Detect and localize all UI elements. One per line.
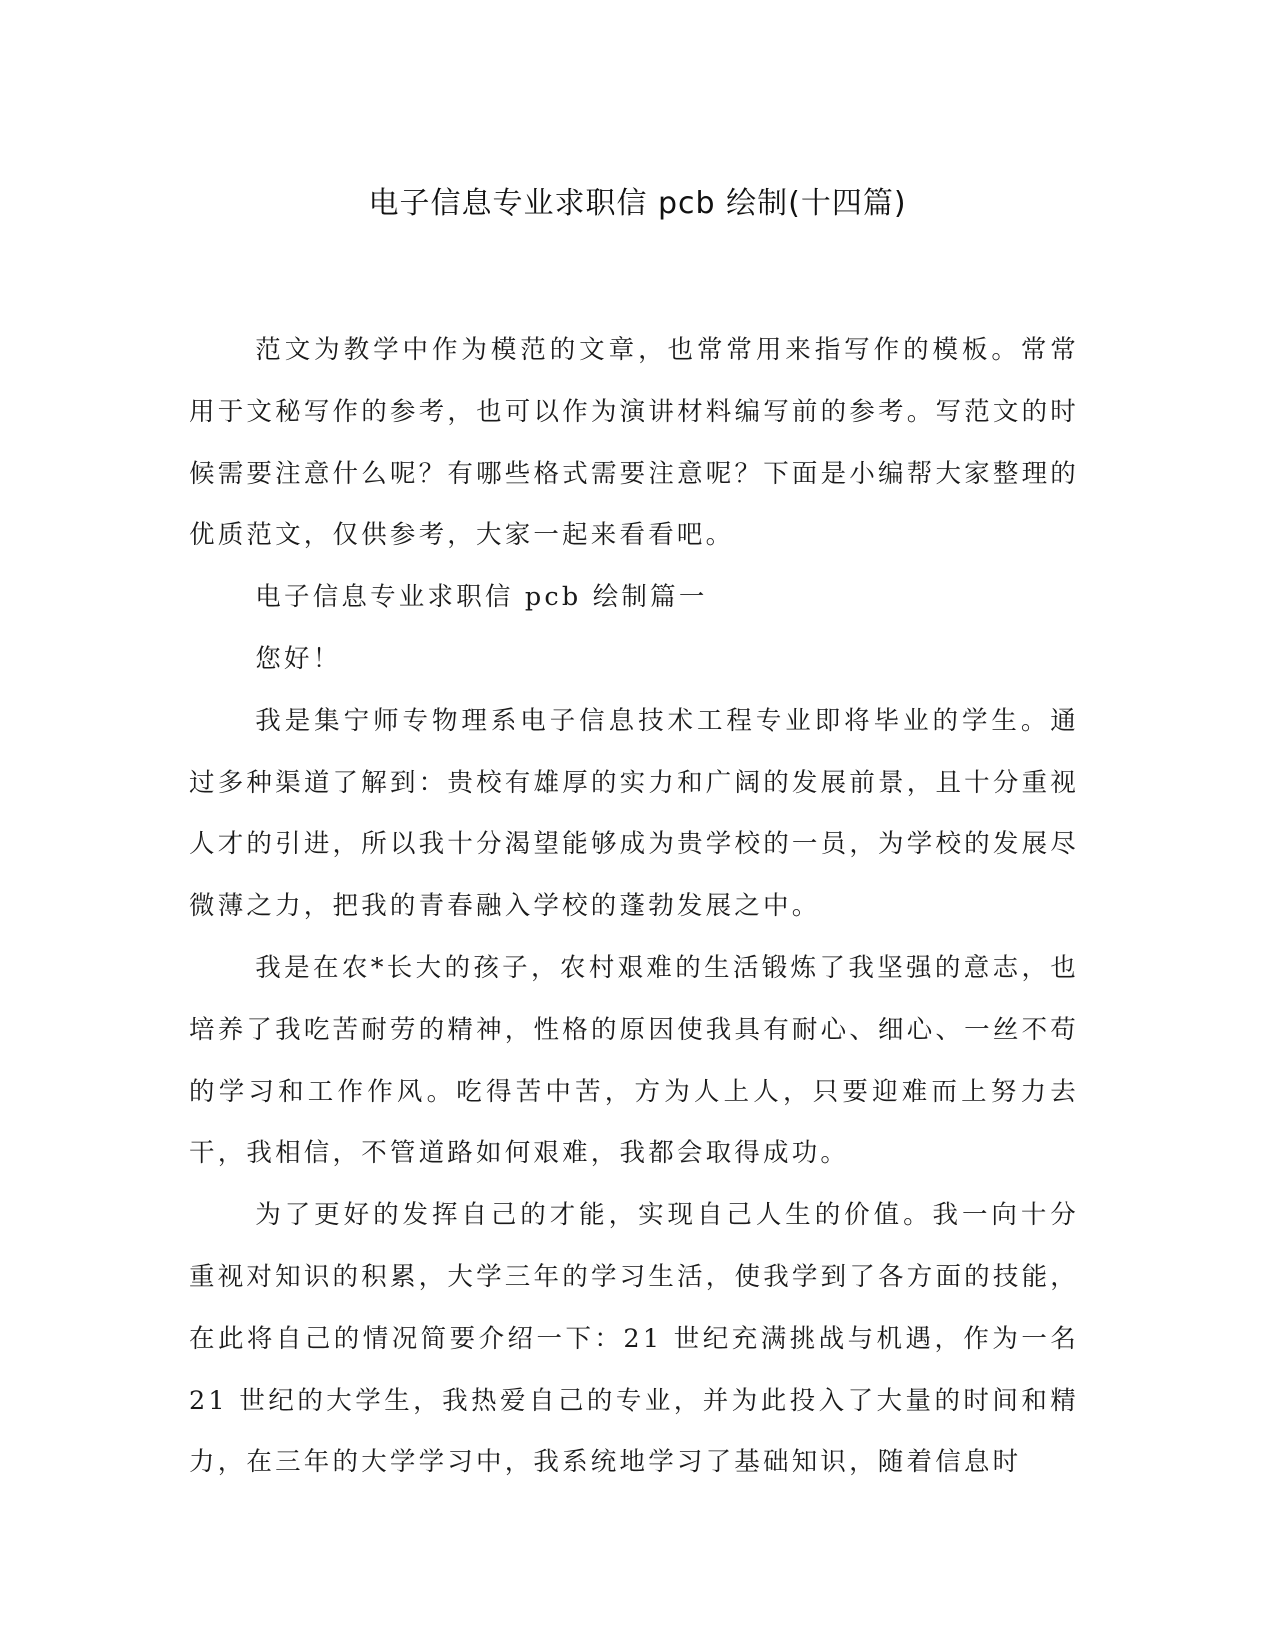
- body-paragraph: 我是在农*长大的孩子，农村艰难的生活锻炼了我坚强的意志，也培养了我吃苦耐劳的精神，性格的原因使我具有耐心、细心、一丝不苟的学习和工作作风。吃得苦中苦，方为人上人，只要迎难而上努力去干，我相信，不管道路如何艰难，我都会取得成功。: [189, 952, 1079, 1169]
- intro-paragraph: 范文为教学中作为模范的文章，也常常用来指写作的模板。常常用于文秘写作的参考，也可以作为演讲材料编写前的参考。写范文的时候需要注意什么呢？有哪些格式需要注意呢？下面是小编帮大家整理的优质范文，仅供参考，大家一起来看看吧。: [189, 335, 1079, 551]
- section-heading: 电子信息专业求职信 pcb 绘制篇一: [255, 582, 708, 613]
- document-title: 电子信息专业求职信 pcb 绘制(十四篇): [368, 186, 907, 221]
- greeting: 您好！: [255, 643, 342, 674]
- document-body: [189, 320, 1079, 1494]
- body-paragraph: 为了更好的发挥自己的才能，实现自己人生的价值。我一向十分重视对知识的积累，大学三年的学习生活，使我学到了各方面的技能，在此将自己的情况简要介绍一下：21 世纪充满挑战与机遇，作为一名 21 世纪的大学生，我热爱自己的专业，并为此投入了大量的时间和精力，在三年的大学学习中，我系统地学习了基础知识，随着信息时: [189, 1200, 1079, 1478]
- body-paragraph: 我是集宁师专物理系电子信息技术工程专业即将毕业的学生。通过多种渠道了解到：贵校有雄厚的实力和广阔的发展前景，且十分重视人才的引进，所以我十分渴望能够成为贵学校的一员，为学校的发展尽微薄之力，把我的青春融入学校的蓬勃发展之中。: [189, 705, 1079, 922]
